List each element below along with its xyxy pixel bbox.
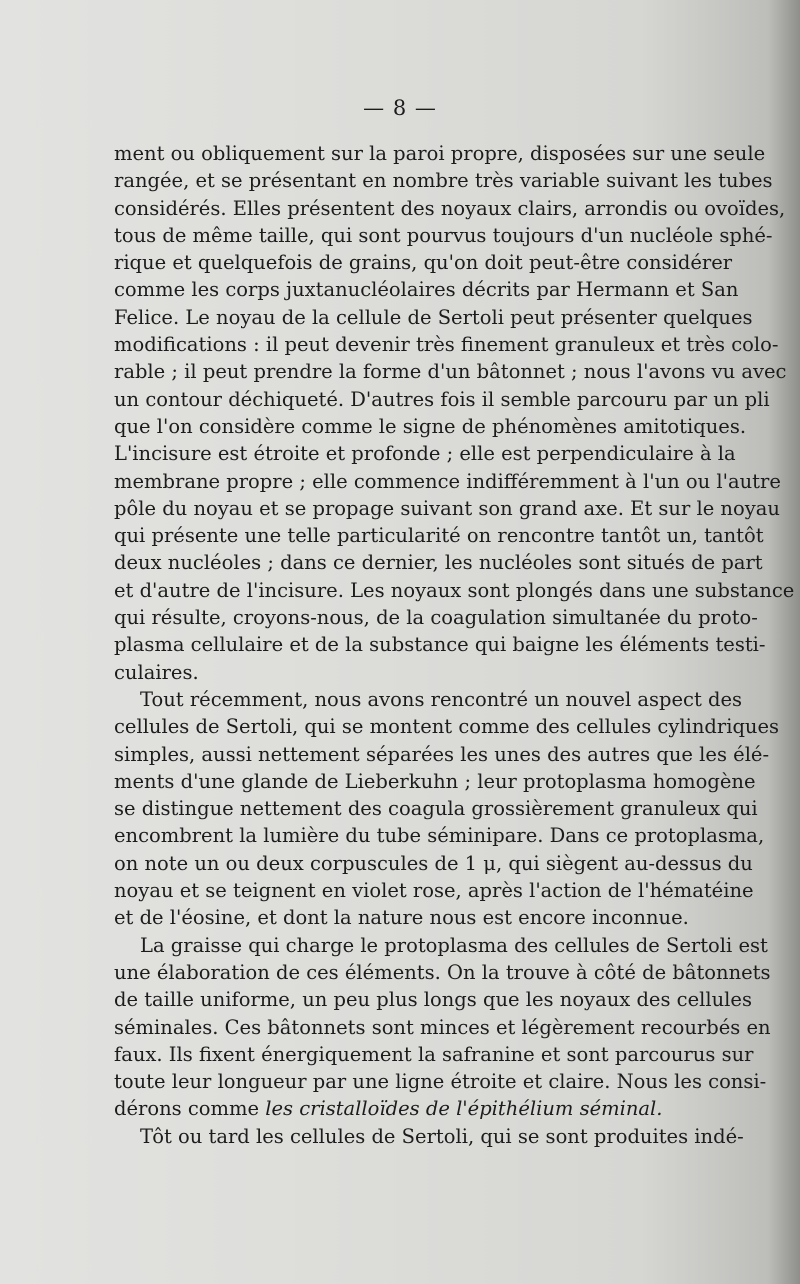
text-line [114,522,764,549]
text-line [114,195,786,222]
text-line [114,304,753,331]
text-line [114,249,733,276]
text-line [114,549,763,576]
text-line [114,222,773,249]
text-line-content: considérés. Elles présentent des noyaux clairs, arrondis ou ovoïdes, [114,196,786,220]
text-line-content: simples, aussi nettement séparées les unes des autres que les élé- [114,742,770,766]
text-line-content: dérons comme [114,1097,266,1121]
text-line [114,1014,771,1041]
text-line-content: et d'autre de l'incisure. Les noyaux sont plongés dans une substance [114,578,795,602]
text-line-content: ment ou obliquement sur la paroi propre, disposées sur une seule [114,142,766,165]
text-line-content: faux. Ils fixent énergiquement la safranine et sont parcourus sur [114,1042,754,1066]
page-number: — 8 — [363,96,437,120]
text-line-content: cellules de Sertoli, qui se montent comme des cellules cylindriques [114,715,780,739]
text-line [114,959,771,986]
text-line-content: qui résulte, croyons-nous, de la coagulation simultanée du proto- [114,606,758,630]
text-line-content: toute leur longueur par une ligne étroite et claire. Nous les consi- [114,1070,767,1094]
text-line [114,768,756,795]
text-line [114,140,766,167]
text-line [114,604,758,631]
text-line [114,1041,754,1068]
text-line-content: Felice. Le noyau de la cellule de Sertoli peut présenter quelques [114,305,753,329]
italic-phrase: les cristalloïdes de l'épithélium séminal. [265,1097,663,1121]
text-line [114,468,781,495]
text-line-content: deux nucléoles ; dans ce dernier, les nucléoles sont situés de part [114,551,763,575]
text-line-content: séminales. Ces bâtonnets sont minces et légèrement recourbés en [114,1015,771,1039]
text-line [114,713,780,740]
text-line [114,822,765,849]
text-line-content: plasma cellulaire et de la substance qui baigne les éléments testi- [114,633,766,657]
text-line [114,1123,744,1150]
text-line-content: rable ; il peut prendre la forme d'un bâtonnet ; nous l'avons vu avec [114,360,787,384]
text-line-content: et de l'éosine, et dont la nature nous est encore inconnue. [114,906,689,930]
text-line [114,850,753,877]
text-line [114,1095,727,1122]
text-line [114,631,766,658]
text-line [114,358,787,385]
text-line [114,167,773,194]
text-line [114,1068,767,1095]
text-line-content: on note un ou deux corpuscules de 1 μ, qui siègent au-dessus du [114,851,753,875]
text-line [114,686,743,713]
text-line-content: modifications : il peut devenir très finement granuleux et très colo- [114,333,779,357]
text-line-content: qui présente une telle particularité on rencontre tantôt un, tantôt [114,524,764,548]
text-line-content: membrane propre ; elle commence indifféremment à l'un ou l'autre [114,469,781,493]
text-line [114,276,739,303]
text-line-content: La graisse qui charge le protoplasma des cellules de Sertoli est [140,933,768,957]
text-line [114,741,770,768]
text-line-content: pôle du noyau et se propage suivant son grand axe. Et sur le noyau [114,496,780,520]
text-line-content: tous de même taille, qui sont pourvus toujours d'un nucléole sphé- [114,223,773,247]
text-line-content: que l'on considère comme le signe de phénomènes amitotiques. [114,414,747,438]
text-line [114,904,727,931]
text-line [114,986,752,1013]
body-text [114,140,795,1150]
text-line [114,659,727,686]
text-line-content: noyau et se teignent en violet rose, après l'action de l'hématéine [114,879,754,903]
text-line-content: rangée, et se présentant en nombre très variable suivant les tubes [114,169,773,193]
text-line-content: comme les corps juxtanucléolaires décrits par Hermann et San [114,278,739,302]
text-line-content: ments d'une glande de Lieberkuhn ; leur protoplasma homogène [114,769,756,793]
text-line-content: rique et quelquefois de grains, qu'on doit peut-être considérer [114,251,733,275]
text-line [114,386,770,413]
text-line-content: culaires. [114,660,199,684]
text-line [114,577,795,604]
text-line [114,495,780,522]
text-line-content: L'incisure est étroite et profonde ; elle est perpendiculaire à la [114,442,736,466]
text-line-content: une élaboration de ces éléments. On la trouve à côté de bâtonnets [114,960,771,984]
text-line-content: de taille uniforme, un peu plus longs que les noyaux des cellules [114,988,752,1012]
text-line [114,440,736,467]
text-line [114,413,747,440]
text-line [114,331,779,358]
text-line-content: Tôt ou tard les cellules de Sertoli, qui se sont produites indé- [140,1124,744,1148]
text-line [114,877,754,904]
text-line-content: un contour déchiqueté. D'autres fois il semble parcouru par un pli [114,387,770,411]
text-line [114,932,768,959]
text-line-content: encombrent la lumière du tube séminipare. Dans ce protoplasma, [114,824,765,848]
text-line-content: Tout récemment, nous avons rencontré un nouvel aspect des [140,687,743,711]
text-line-content: se distingue nettement des coagula grossièrement granuleux qui [114,797,758,821]
text-line [114,795,758,822]
